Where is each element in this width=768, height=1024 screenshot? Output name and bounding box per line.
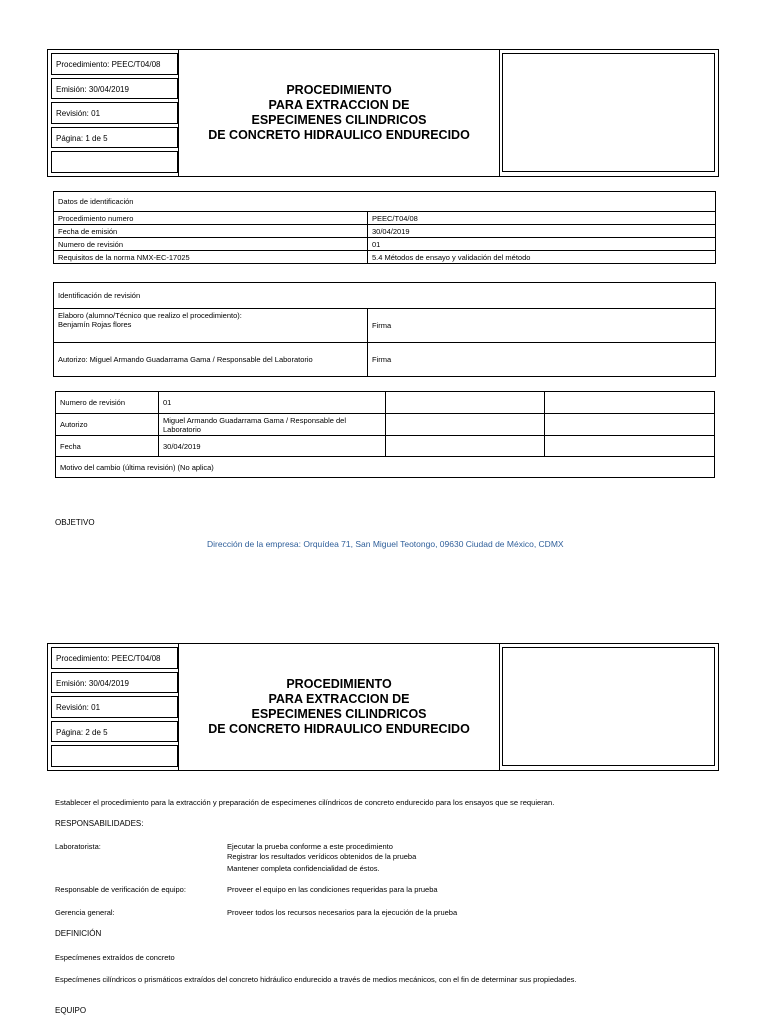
logo-box (502, 53, 715, 172)
header-meta (51, 53, 178, 176)
document-title (178, 50, 500, 176)
company-address: Dirección de la empresa: Orquídea 71, San Miguel Teotongo, 09630 Ciudad de México, CDMX (207, 539, 564, 549)
emision-cell: Emisión: 30/04/2019 (51, 78, 178, 100)
table-cell: 01 (368, 238, 716, 251)
identification-table (53, 191, 716, 264)
revision-cell: Revisión: 01 (51, 102, 178, 124)
table-cell: Autorizo (56, 414, 159, 436)
motivo-cell: Motivo del cambio (última revisión) (No aplica) (56, 457, 715, 478)
especimenes-label: Especímenes extraídos de concreto (55, 953, 175, 962)
title-line: DE CONCRETO HIDRAULICO ENDURECIDO (208, 128, 470, 142)
especimenes-definition: Especímenes cilíndricos o prismáticos extraídos del concreto hidráulico endurecido a través de medios mecánicos, con el fin de determinar sus propiedades. (55, 975, 577, 984)
emision-cell: Emisión: 30/04/2019 (51, 672, 178, 694)
firma-cell: Firma (368, 309, 716, 343)
empty-cell (51, 151, 178, 173)
table-cell: Numero de revisión (54, 238, 368, 251)
table-cell: Numero de revisión (56, 392, 159, 414)
table-heading: Identificación de revisión (54, 283, 716, 309)
header-meta (51, 647, 178, 770)
responsabilidades-heading: RESPONSABILIDADES: (55, 819, 144, 828)
lab-item: Registrar los resultados verídicos obtenidos de la prueba (227, 852, 417, 861)
laboratorista-label: Laboratorista: (55, 842, 101, 851)
table-cell: PEEC/T04/08 (368, 212, 716, 225)
table-cell: 30/04/2019 (368, 225, 716, 238)
document-header-page-1 (47, 49, 719, 177)
pagina-cell: Página: 1 de 5 (51, 127, 178, 149)
lab-item: Ejecutar la prueba conforme a este procedimiento (227, 842, 393, 851)
responsable-text: Proveer el equipo en las condiciones requeridas para la prueba (227, 885, 438, 894)
title-line: PARA EXTRACCION DE (268, 98, 410, 112)
table-cell (545, 414, 715, 436)
objective-text: Establecer el procedimiento para la extracción y preparación de especimenes cilíndricos de concreto endurecido para los ensayos que se requieran. (55, 798, 555, 807)
change-history-table (55, 391, 715, 478)
table-cell (386, 436, 545, 457)
elaboro-label: Elaboro (alumno/Técnico que realizo el procedimiento): (58, 311, 242, 320)
table-cell: 5.4 Métodos de ensayo y validación del método (368, 251, 716, 264)
procedimiento-cell: Procedimiento: PEEC/T04/08 (51, 647, 178, 669)
procedimiento-cell: Procedimiento: PEEC/T04/08 (51, 53, 178, 75)
title-line: PROCEDIMIENTO (286, 83, 392, 97)
gerencia-label: Gerencia general: (55, 908, 115, 917)
table-cell: 30/04/2019 (159, 436, 386, 457)
logo-box (502, 647, 715, 766)
table-cell (545, 392, 715, 414)
table-cell: Requisitos de la norma NMX-EC-17025 (54, 251, 368, 264)
document-header-page-2 (47, 643, 719, 771)
gerencia-text: Proveer todos los recursos necesarios para la ejecución de la prueba (227, 908, 458, 917)
table-cell (545, 436, 715, 457)
empty-cell (51, 745, 178, 767)
revision-cell: Revisión: 01 (51, 696, 178, 718)
table-cell: Fecha de emisión (54, 225, 368, 238)
elaboro-cell (54, 309, 368, 343)
firma-cell: Firma (368, 343, 716, 377)
table-cell: Miguel Armando Guadarrama Gama / Responsable del Laboratorio (159, 414, 386, 436)
autorizo-cell: Autorizo: Miguel Armando Guadarrama Gama / Responsable del Laboratorio (54, 343, 368, 377)
objetivo-heading: OBJETIVO (55, 518, 95, 527)
revision-identification-table (53, 282, 716, 377)
lab-item: Mantener completa confidencialidad de éstos. (227, 864, 380, 873)
responsable-label: Responsable de verificación de equipo: (55, 885, 186, 894)
equipo-heading: EQUIPO (55, 1006, 87, 1015)
table-cell: 01 (159, 392, 386, 414)
pagina-cell: Página: 2 de 5 (51, 721, 178, 743)
table-cell (386, 414, 545, 436)
table-cell: Fecha (56, 436, 159, 457)
title-line: PROCEDIMIENTO (286, 677, 392, 691)
title-line: ESPECIMENES CILINDRICOS (251, 707, 427, 721)
table-cell: Procedimiento numero (54, 212, 368, 225)
table-heading: Datos de identificación (54, 192, 716, 212)
definicion-heading: DEFINICIÓN (55, 929, 102, 938)
document-title (178, 644, 500, 770)
title-line: PARA EXTRACCION DE (268, 692, 410, 706)
title-line: ESPECIMENES CILINDRICOS (251, 113, 427, 127)
table-cell (386, 392, 545, 414)
title-line: DE CONCRETO HIDRAULICO ENDURECIDO (208, 722, 470, 736)
elaboro-name: Benjamín Rojas flores (58, 320, 132, 329)
